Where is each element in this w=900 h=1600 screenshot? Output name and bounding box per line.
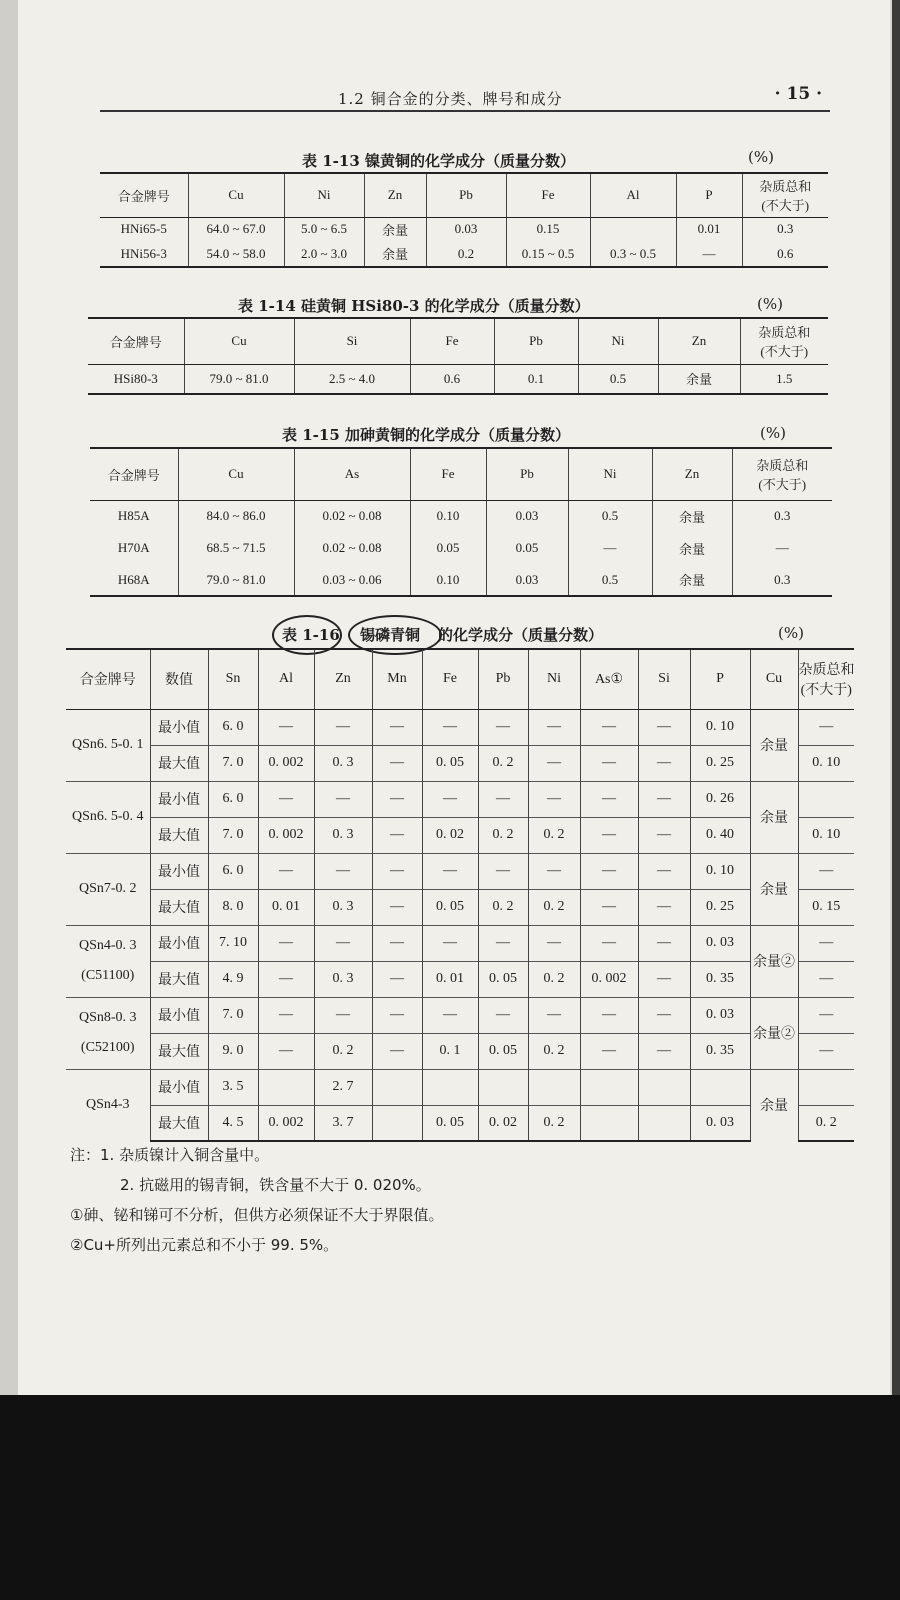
alloy-uns-code: (C52100) bbox=[80, 1040, 135, 1055]
table-cell: — bbox=[732, 532, 832, 564]
table-cell: — bbox=[314, 925, 372, 961]
table-cell: 0. 2 bbox=[528, 817, 580, 853]
impurity-cell: — bbox=[798, 925, 854, 961]
t16-h-mn: Mn bbox=[372, 649, 422, 709]
table-cell: 0. 2 bbox=[314, 1033, 372, 1069]
table-cell: — bbox=[422, 997, 478, 1033]
table-cell: 0.15 ~ 0.5 bbox=[506, 241, 590, 267]
cu-balance-cell: 余量 bbox=[750, 1069, 798, 1141]
table-cell: HSi80-3 bbox=[88, 364, 184, 394]
table-cell: 0.05 bbox=[486, 532, 568, 564]
t16-h-al: Al bbox=[258, 649, 314, 709]
table-cell: 6. 0 bbox=[208, 709, 258, 745]
table-cell: — bbox=[372, 817, 422, 853]
table-cell: 0. 3 bbox=[314, 961, 372, 997]
t14-h-fe: Fe bbox=[410, 318, 494, 364]
table-cell: 最大值 bbox=[150, 1105, 208, 1141]
table-cell: 0. 002 bbox=[258, 1105, 314, 1141]
note-line: ②Cu+所列出元素总和不小于 99. 5%。 bbox=[70, 1236, 339, 1254]
table-cell: — bbox=[372, 853, 422, 889]
alloy-grade: QSn4-3 bbox=[85, 1097, 130, 1113]
table-cell: — bbox=[528, 997, 580, 1033]
table-cell: — bbox=[314, 709, 372, 745]
cu-balance-cell: 余量 bbox=[750, 781, 798, 853]
t16-h-as: As① bbox=[580, 649, 638, 709]
table-cell: — bbox=[372, 925, 422, 961]
table-cell: — bbox=[580, 925, 638, 961]
t13-h-zn: Zn bbox=[364, 173, 426, 217]
impurity-cell: — bbox=[798, 709, 854, 745]
table-cell: — bbox=[258, 925, 314, 961]
table16-unit: (%) bbox=[778, 624, 804, 642]
t15-h-cu: Cu bbox=[178, 448, 294, 500]
table-cell: 0.3 bbox=[742, 217, 828, 241]
table-cell: H70A bbox=[90, 532, 178, 564]
table-cell: — bbox=[568, 532, 652, 564]
table-cell: — bbox=[314, 997, 372, 1033]
table-cell: 余量 bbox=[364, 217, 426, 241]
table-cell bbox=[638, 1069, 690, 1105]
impurity-cell: 0. 15 bbox=[798, 889, 854, 925]
note-line: 注：1. 杂质镍计入铜含量中。 bbox=[70, 1146, 270, 1164]
cu-balance-cell: 余量 bbox=[750, 709, 798, 781]
table-cell: 6. 0 bbox=[208, 853, 258, 889]
impurity-cell bbox=[798, 1069, 854, 1105]
table-cell: 4. 5 bbox=[208, 1105, 258, 1141]
table-row bbox=[66, 1033, 854, 1069]
table-cell: 3. 5 bbox=[208, 1069, 258, 1105]
table13-unit: (%) bbox=[748, 148, 774, 166]
impurity-cell: 0. 2 bbox=[798, 1105, 854, 1141]
t13-h-pb: Pb bbox=[426, 173, 506, 217]
alloy-grade-cell bbox=[66, 781, 150, 853]
table-cell bbox=[690, 1069, 750, 1105]
alloy-uns-code: (C51100) bbox=[81, 968, 135, 983]
table-cell: 最大值 bbox=[150, 1033, 208, 1069]
table-cell: 余量 bbox=[652, 532, 732, 564]
table-cell: H68A bbox=[90, 564, 178, 596]
table16-circled-text: 锡磷青铜 bbox=[360, 626, 421, 644]
section-title: 1.2 铜合金的分类、牌号和成分 bbox=[338, 90, 563, 108]
table-cell: 0. 05 bbox=[422, 889, 478, 925]
table-cell: — bbox=[580, 853, 638, 889]
t14-h-cu: Cu bbox=[184, 318, 294, 364]
table16-title-rest: 的化学成分（质量分数） bbox=[438, 626, 604, 644]
table-cell: 0. 03 bbox=[690, 925, 750, 961]
impurity-cell: — bbox=[798, 1033, 854, 1069]
table-cell: — bbox=[528, 745, 580, 781]
table14 bbox=[88, 317, 828, 395]
t16-h-fe: Fe bbox=[422, 649, 478, 709]
table15-unit: (%) bbox=[760, 424, 786, 442]
t16-h-impurity-l1: 杂质总和 bbox=[798, 663, 854, 679]
t13-h-grade: 合金牌号 bbox=[100, 173, 188, 217]
table-cell: 0. 10 bbox=[690, 853, 750, 889]
alloy-grade: QSn4-0. 3 bbox=[78, 938, 137, 953]
table-cell: 余量 bbox=[652, 564, 732, 596]
t13-h-cu: Cu bbox=[188, 173, 284, 217]
table-cell: 79.0 ~ 81.0 bbox=[184, 364, 294, 394]
alloy-grade-cell bbox=[66, 709, 150, 781]
table-cell: 7. 0 bbox=[208, 745, 258, 781]
table-cell bbox=[590, 217, 676, 241]
table-cell: 64.0 ~ 67.0 bbox=[188, 217, 284, 241]
table-cell: 0.5 bbox=[568, 500, 652, 532]
table-cell: 84.0 ~ 86.0 bbox=[178, 500, 294, 532]
cu-balance-cell: 余量② bbox=[750, 925, 798, 997]
table-cell: — bbox=[422, 709, 478, 745]
table-cell: — bbox=[528, 925, 580, 961]
t13-h-fe: Fe bbox=[506, 173, 590, 217]
table-cell: — bbox=[580, 709, 638, 745]
table-cell: 0.03 bbox=[486, 500, 568, 532]
table-cell: 0. 40 bbox=[690, 817, 750, 853]
table-cell: 7. 0 bbox=[208, 817, 258, 853]
table-cell: 0. 01 bbox=[258, 889, 314, 925]
table-cell: — bbox=[372, 1033, 422, 1069]
table-cell: 3. 7 bbox=[314, 1105, 372, 1141]
t16-h-pb: Pb bbox=[478, 649, 528, 709]
table-cell: 7. 10 bbox=[208, 925, 258, 961]
table-cell: 0. 01 bbox=[422, 961, 478, 997]
table-cell: 0.5 bbox=[578, 364, 658, 394]
alloy-grade-cell bbox=[66, 853, 150, 925]
table13 bbox=[100, 172, 828, 268]
t14-h-ni: Ni bbox=[578, 318, 658, 364]
table-cell: — bbox=[478, 925, 528, 961]
table-cell: 0.03 ~ 0.06 bbox=[294, 564, 410, 596]
cu-balance-cell: 余量② bbox=[750, 997, 798, 1069]
table-cell: 4. 9 bbox=[208, 961, 258, 997]
table-cell: HNi65-5 bbox=[100, 217, 188, 241]
table-cell bbox=[580, 1069, 638, 1105]
table-cell: 0. 25 bbox=[690, 745, 750, 781]
alloy-grade: QSn7-0. 2 bbox=[78, 881, 137, 896]
table-cell: — bbox=[258, 961, 314, 997]
table-cell: 0. 05 bbox=[422, 745, 478, 781]
table-cell: 0.3 bbox=[732, 500, 832, 532]
t15-h-pb: Pb bbox=[486, 448, 568, 500]
t16-h-zn: Zn bbox=[314, 649, 372, 709]
alloy-grade-cell bbox=[66, 925, 150, 997]
table-cell: — bbox=[372, 745, 422, 781]
table-cell: 0. 2 bbox=[528, 1105, 580, 1141]
table-cell: — bbox=[478, 781, 528, 817]
table-cell: 最小值 bbox=[150, 925, 208, 961]
table-cell: — bbox=[422, 925, 478, 961]
alloy-grade-cell bbox=[66, 997, 150, 1069]
table-cell: 余量 bbox=[652, 500, 732, 532]
table-cell: 0.02 ~ 0.08 bbox=[294, 532, 410, 564]
table-row bbox=[66, 1069, 854, 1105]
table14-title: 表 1-14 硅黄铜 HSi80-3 的化学成分（质量分数） bbox=[238, 297, 590, 315]
table-cell: 余量 bbox=[658, 364, 740, 394]
table-cell: — bbox=[638, 817, 690, 853]
t14-h-impurity-l1: 杂质总和 bbox=[758, 325, 811, 341]
table-cell: 0. 03 bbox=[690, 1105, 750, 1141]
table-cell: 0. 2 bbox=[478, 817, 528, 853]
table-cell: 9. 0 bbox=[208, 1033, 258, 1069]
t16-h-impurity bbox=[798, 649, 854, 709]
t15-h-impurity-l2: (不大于) bbox=[758, 477, 807, 493]
t14-h-zn: Zn bbox=[658, 318, 740, 364]
table-cell: 最小值 bbox=[150, 781, 208, 817]
t16-h-ni: Ni bbox=[528, 649, 580, 709]
table-cell: — bbox=[638, 709, 690, 745]
table-cell bbox=[580, 1105, 638, 1141]
table-cell: 0. 2 bbox=[528, 1033, 580, 1069]
table-cell: — bbox=[638, 925, 690, 961]
t16-h-p: P bbox=[690, 649, 750, 709]
table-cell: 0. 2 bbox=[528, 961, 580, 997]
table-cell: 最大值 bbox=[150, 745, 208, 781]
table-cell: — bbox=[580, 1033, 638, 1069]
table-cell: 0. 02 bbox=[422, 817, 478, 853]
table-cell: 0. 25 bbox=[690, 889, 750, 925]
table-cell: H85A bbox=[90, 500, 178, 532]
table16-body bbox=[66, 709, 854, 1141]
table-cell: — bbox=[478, 709, 528, 745]
t16-h-cu: Cu bbox=[750, 649, 798, 709]
table-cell: 最小值 bbox=[150, 997, 208, 1033]
t14-h-si: Si bbox=[294, 318, 410, 364]
table-cell: — bbox=[372, 709, 422, 745]
table-row bbox=[66, 853, 854, 889]
table-cell: — bbox=[314, 853, 372, 889]
table-cell: — bbox=[314, 781, 372, 817]
t15-h-ni: Ni bbox=[568, 448, 652, 500]
table-cell: 0. 002 bbox=[580, 961, 638, 997]
table-cell: — bbox=[372, 781, 422, 817]
table15 bbox=[90, 447, 832, 597]
t13-h-impurity bbox=[742, 173, 828, 217]
t16-h-impurity-l2: (不大于) bbox=[800, 683, 852, 699]
table-cell: 0.15 bbox=[506, 217, 590, 241]
table-cell: 5.0 ~ 6.5 bbox=[284, 217, 364, 241]
table-row bbox=[66, 745, 854, 781]
t13-h-impurity-l2: (不大于) bbox=[761, 198, 810, 214]
table-cell: — bbox=[258, 853, 314, 889]
table-cell: 最小值 bbox=[150, 1069, 208, 1105]
table-cell: — bbox=[580, 781, 638, 817]
t15-h-fe: Fe bbox=[410, 448, 486, 500]
table-cell: 0. 05 bbox=[478, 1033, 528, 1069]
table-cell: — bbox=[422, 853, 478, 889]
t14-h-impurity-l2: (不大于) bbox=[760, 344, 809, 360]
table-cell: 0. 3 bbox=[314, 817, 372, 853]
t13-h-al: Al bbox=[590, 173, 676, 217]
table-row bbox=[66, 781, 854, 817]
table-cell: 2.5 ~ 4.0 bbox=[294, 364, 410, 394]
table-cell: 68.5 ~ 71.5 bbox=[178, 532, 294, 564]
alloy-grade-cell bbox=[66, 1069, 150, 1141]
t15-h-grade: 合金牌号 bbox=[90, 448, 178, 500]
table-cell: 0.3 bbox=[732, 564, 832, 596]
cu-balance-cell: 余量 bbox=[750, 853, 798, 925]
table-cell: 0.01 bbox=[676, 217, 742, 241]
table-notes bbox=[70, 1140, 830, 1260]
table-cell: — bbox=[258, 997, 314, 1033]
table-cell: 0.3 ~ 0.5 bbox=[590, 241, 676, 267]
table16-label: 表 1-16 bbox=[282, 626, 340, 644]
table-cell: — bbox=[372, 997, 422, 1033]
t15-h-impurity-l1: 杂质总和 bbox=[756, 458, 809, 474]
table-cell: 0.6 bbox=[742, 241, 828, 267]
table-cell: 0. 002 bbox=[258, 745, 314, 781]
table-cell bbox=[478, 1069, 528, 1105]
table-row bbox=[66, 997, 854, 1033]
impurity-cell: — bbox=[798, 997, 854, 1033]
table-cell: — bbox=[372, 889, 422, 925]
table-row bbox=[66, 889, 854, 925]
table-cell bbox=[422, 1069, 478, 1105]
t15-h-as: As bbox=[294, 448, 410, 500]
table-cell: — bbox=[638, 1033, 690, 1069]
table-cell: — bbox=[528, 781, 580, 817]
alloy-grade: QSn6. 5-0. 4 bbox=[71, 809, 144, 824]
table-cell: 8. 0 bbox=[208, 889, 258, 925]
table-cell: — bbox=[580, 997, 638, 1033]
table-cell: 0. 10 bbox=[690, 709, 750, 745]
t16-h-grade: 合金牌号 bbox=[66, 649, 150, 709]
table-cell: 0. 2 bbox=[478, 745, 528, 781]
table-cell: 0.6 bbox=[410, 364, 494, 394]
table-cell: 0.05 bbox=[410, 532, 486, 564]
table-cell: — bbox=[638, 745, 690, 781]
t15-h-zn: Zn bbox=[652, 448, 732, 500]
table-cell: 0. 26 bbox=[690, 781, 750, 817]
table-cell: — bbox=[258, 1033, 314, 1069]
table-cell: HNi56-3 bbox=[100, 241, 188, 267]
table-cell: 0. 03 bbox=[690, 997, 750, 1033]
table-cell: 0. 35 bbox=[690, 961, 750, 997]
table-cell: 0. 05 bbox=[422, 1105, 478, 1141]
table-row bbox=[66, 1105, 854, 1141]
table-cell: 0. 002 bbox=[258, 817, 314, 853]
t13-h-ni: Ni bbox=[284, 173, 364, 217]
table-row bbox=[66, 961, 854, 997]
table16 bbox=[66, 648, 854, 1142]
page-number: · 15 · bbox=[774, 84, 822, 104]
table-cell: 7. 0 bbox=[208, 997, 258, 1033]
table-cell bbox=[372, 1069, 422, 1105]
t14-h-grade: 合金牌号 bbox=[88, 318, 184, 364]
t13-h-impurity-l1: 杂质总和 bbox=[759, 179, 812, 195]
impurity-cell: 0. 10 bbox=[798, 817, 854, 853]
table-cell: 0.2 bbox=[426, 241, 506, 267]
background-surface bbox=[0, 1395, 900, 1600]
table-cell: 0.02 ~ 0.08 bbox=[294, 500, 410, 532]
t16-h-sn: Sn bbox=[208, 649, 258, 709]
t16-h-si: Si bbox=[638, 649, 690, 709]
table-cell: 0.10 bbox=[410, 500, 486, 532]
table-cell: 最大值 bbox=[150, 817, 208, 853]
table-cell: — bbox=[638, 781, 690, 817]
table-cell: — bbox=[638, 889, 690, 925]
table-cell: 0. 3 bbox=[314, 889, 372, 925]
running-header bbox=[100, 82, 830, 112]
impurity-cell: — bbox=[798, 853, 854, 889]
table-cell: — bbox=[258, 709, 314, 745]
alloy-grade: QSn6. 5-0. 1 bbox=[71, 737, 144, 752]
table-cell: — bbox=[580, 817, 638, 853]
table-cell: 54.0 ~ 58.0 bbox=[188, 241, 284, 267]
note-line: 2. 抗磁用的锡青铜，铁含量不大于 0. 020%。 bbox=[120, 1176, 431, 1194]
table-cell: 0. 3 bbox=[314, 745, 372, 781]
page-binding-edge bbox=[0, 0, 20, 1395]
table-cell: 最大值 bbox=[150, 961, 208, 997]
table-cell bbox=[372, 1105, 422, 1141]
table-cell: 2. 7 bbox=[314, 1069, 372, 1105]
table-cell: — bbox=[676, 241, 742, 267]
table-cell: — bbox=[638, 853, 690, 889]
note-line: ①砷、铋和锑可不分析，但供方必须保证不大于界限值。 bbox=[70, 1206, 444, 1224]
table-cell: 0.5 bbox=[568, 564, 652, 596]
t16-h-value: 数值 bbox=[150, 649, 208, 709]
table-cell: — bbox=[638, 997, 690, 1033]
table-cell: 2.0 ~ 3.0 bbox=[284, 241, 364, 267]
table-cell: 0. 05 bbox=[478, 961, 528, 997]
impurity-cell: 0. 10 bbox=[798, 745, 854, 781]
table-cell: 0.10 bbox=[410, 564, 486, 596]
table-cell: — bbox=[478, 997, 528, 1033]
table-cell: 余量 bbox=[364, 241, 426, 267]
alloy-grade: QSn8-0. 3 bbox=[78, 1010, 137, 1025]
table-cell: — bbox=[528, 853, 580, 889]
table-cell: — bbox=[528, 709, 580, 745]
table-cell: 0.03 bbox=[486, 564, 568, 596]
table-cell: 0.1 bbox=[494, 364, 578, 394]
t14-h-impurity bbox=[740, 318, 828, 364]
table-cell: 最小值 bbox=[150, 709, 208, 745]
table-cell: 6. 0 bbox=[208, 781, 258, 817]
table-cell: — bbox=[580, 889, 638, 925]
table-cell: 79.0 ~ 81.0 bbox=[178, 564, 294, 596]
table15-title: 表 1-15 加砷黄铜的化学成分（质量分数） bbox=[282, 426, 570, 444]
table-cell: — bbox=[478, 853, 528, 889]
table-cell: — bbox=[638, 961, 690, 997]
table-cell: 0. 2 bbox=[528, 889, 580, 925]
table-cell bbox=[258, 1069, 314, 1105]
table-row bbox=[66, 709, 854, 745]
table-cell bbox=[638, 1105, 690, 1141]
table-cell: 0.03 bbox=[426, 217, 506, 241]
table-cell: 0. 02 bbox=[478, 1105, 528, 1141]
table-cell bbox=[528, 1069, 580, 1105]
table-row bbox=[66, 817, 854, 853]
table-cell: — bbox=[372, 961, 422, 997]
table-cell: 0. 35 bbox=[690, 1033, 750, 1069]
table-cell: — bbox=[258, 781, 314, 817]
table-cell: 最大值 bbox=[150, 889, 208, 925]
table-cell: 1.5 bbox=[740, 364, 828, 394]
table-cell: 最小值 bbox=[150, 853, 208, 889]
table-cell: — bbox=[422, 781, 478, 817]
t15-h-impurity bbox=[732, 448, 832, 500]
impurity-cell: — bbox=[798, 961, 854, 997]
table14-unit: (%) bbox=[757, 295, 783, 313]
table-cell: 0. 2 bbox=[478, 889, 528, 925]
table-cell: 0. 1 bbox=[422, 1033, 478, 1069]
t13-h-p: P bbox=[676, 173, 742, 217]
t14-h-pb: Pb bbox=[494, 318, 578, 364]
table-row bbox=[66, 925, 854, 961]
table-cell: — bbox=[580, 745, 638, 781]
impurity-cell bbox=[798, 781, 854, 817]
table13-title: 表 1-13 镍黄铜的化学成分（质量分数） bbox=[302, 152, 575, 170]
